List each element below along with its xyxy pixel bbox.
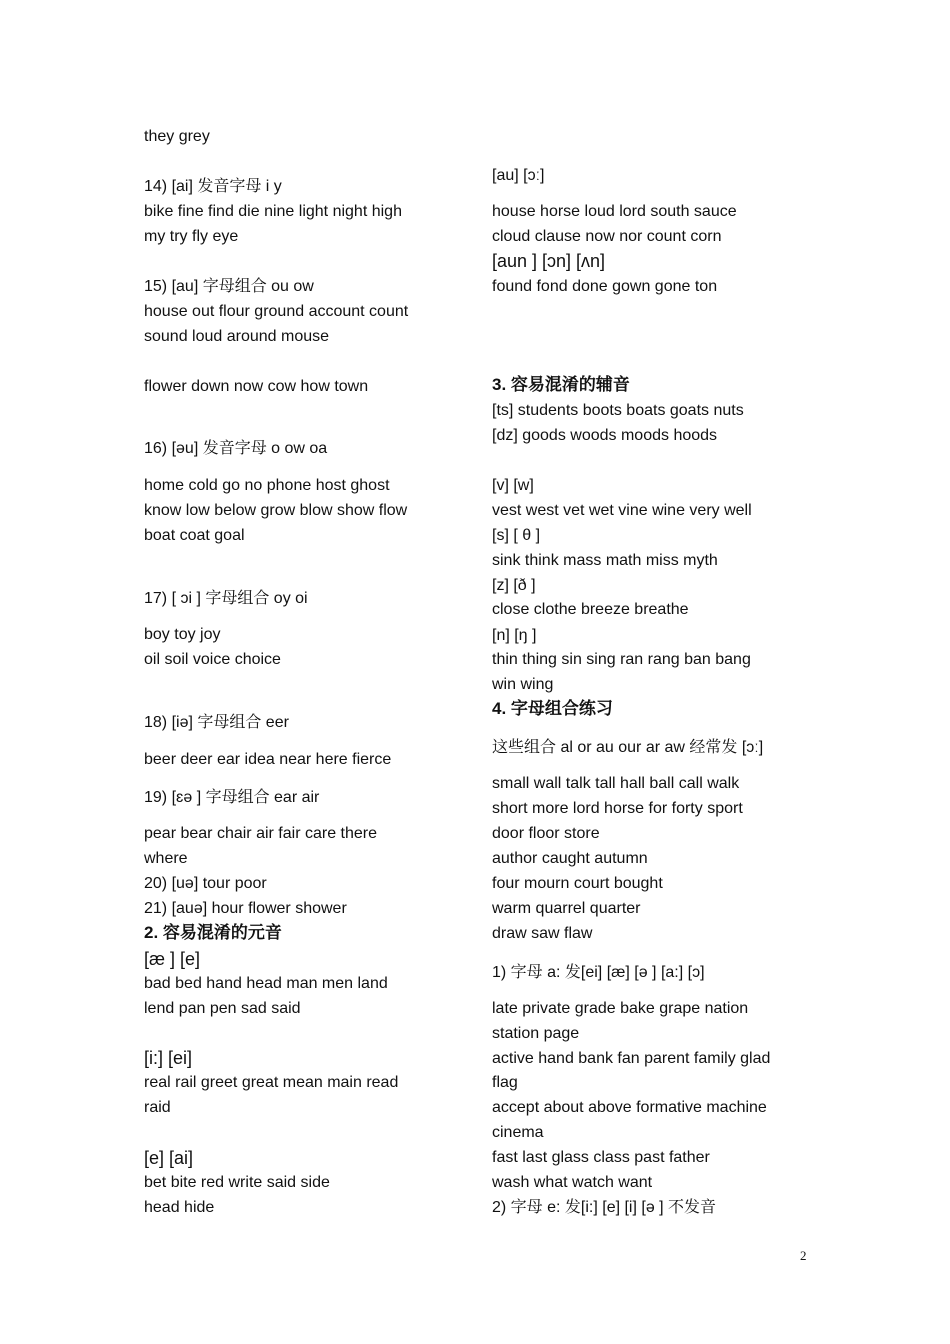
text-line: 19) [ɛə ] 字母组合 ear air bbox=[144, 789, 320, 806]
text-line: flag bbox=[492, 1074, 518, 1091]
text-line: home cold go no phone host ghost bbox=[144, 477, 390, 494]
text-line: cinema bbox=[492, 1124, 544, 1141]
text-line: active hand bank fan parent family glad bbox=[492, 1050, 771, 1067]
text-line: 2) 字母 e: 发[i:] [e] [i] [ə ] 不发音 bbox=[492, 1199, 717, 1216]
text-line: 17) [ ɔi ] 字母组合 oy oi bbox=[144, 590, 308, 607]
text-line: 18) [iə] 字母组合 eer bbox=[144, 714, 289, 731]
text-line: bike fine find die nine light night high bbox=[144, 203, 402, 220]
text-line: bet bite red write said side bbox=[144, 1174, 330, 1191]
text-line: 1) 字母 a: 发[ei] [æ] [ə ] [a:] [ɔ] bbox=[492, 964, 705, 981]
text-line: sink think mass math miss myth bbox=[492, 552, 718, 569]
text-line: 14) [ai] 发音字母 i y bbox=[144, 178, 282, 195]
text-line: fast last glass class past father bbox=[492, 1149, 710, 1166]
page-number: 2 bbox=[800, 1248, 807, 1263]
text-line: know low below grow blow show flow bbox=[144, 502, 408, 519]
text-line: [s] [ θ ] bbox=[492, 527, 541, 544]
text-line: raid bbox=[144, 1099, 171, 1116]
text-line: beer deer ear idea near here fierce bbox=[144, 751, 392, 768]
section-heading: 2. 容易混淆的元音 bbox=[144, 923, 282, 942]
text-line: win wing bbox=[492, 676, 554, 693]
section-heading: 4. 字母组合练习 bbox=[492, 699, 613, 718]
text-line: real rail greet great mean main read bbox=[144, 1074, 399, 1091]
text-line: wash what watch want bbox=[492, 1174, 653, 1191]
text-line: [i:] [ei] bbox=[144, 1048, 193, 1068]
text-line: [ts] students boots boats goats nuts bbox=[492, 402, 744, 419]
text-line: house out flour ground account count bbox=[144, 303, 409, 320]
text-line: vest west vet wet vine wine very well bbox=[492, 502, 752, 519]
text-line: house horse loud lord south sauce bbox=[492, 203, 737, 220]
text-line: [dz] goods woods moods hoods bbox=[492, 427, 718, 444]
text-line: 21) [auə] hour flower shower bbox=[144, 900, 347, 917]
text-line: [v] [w] bbox=[492, 477, 534, 494]
text-line: 16) [əu] 发音字母 o ow oa bbox=[144, 440, 328, 457]
text-line: [æ ] [e] bbox=[144, 949, 201, 969]
text-line: sound loud around mouse bbox=[144, 328, 330, 345]
text-line: [z] [ð ] bbox=[492, 577, 536, 594]
text-line: short more lord horse for forty sport bbox=[492, 800, 743, 817]
text-line: 这些组合 al or au our ar aw 经常发 [ɔː] bbox=[492, 739, 764, 756]
text-line: draw saw flaw bbox=[492, 925, 593, 942]
text-line: author caught autumn bbox=[492, 850, 648, 867]
text-line: my try fly eye bbox=[144, 228, 239, 245]
text-line: [aun ] [ɔn] [ʌn] bbox=[492, 251, 606, 271]
text-line: boy toy joy bbox=[144, 626, 221, 643]
text-line: bad bed hand head man men land bbox=[144, 975, 388, 992]
section-heading: 3. 容易混淆的辅音 bbox=[492, 375, 630, 394]
text-line: 15) [au] 字母组合 ou ow bbox=[144, 278, 314, 295]
text-line: late private grade bake grape nation bbox=[492, 1000, 749, 1017]
text-line: [au] [ɔː] bbox=[492, 167, 545, 184]
text-line: where bbox=[144, 850, 188, 867]
text-line: 20) [uə] tour poor bbox=[144, 875, 267, 892]
text-line: boat coat goal bbox=[144, 527, 245, 544]
text-line: accept about above formative machine bbox=[492, 1099, 767, 1116]
text-line: oil soil voice choice bbox=[144, 651, 281, 668]
text-line: close clothe breeze breathe bbox=[492, 601, 689, 618]
text-line: thin thing sin sing ran rang ban bang bbox=[492, 651, 751, 668]
text-line: [n] [ŋ ] bbox=[492, 627, 537, 644]
text-line: [e] [ai] bbox=[144, 1148, 194, 1168]
text-line: station page bbox=[492, 1025, 580, 1042]
text-line: lend pan pen sad said bbox=[144, 1000, 301, 1017]
text-line: they grey bbox=[144, 128, 210, 145]
text-line: door floor store bbox=[492, 825, 600, 842]
text-line: flower down now cow how town bbox=[144, 378, 369, 395]
text-line: warm quarrel quarter bbox=[492, 900, 641, 917]
text-line: pear bear chair air fair care there bbox=[144, 825, 377, 842]
text-line: found fond done gown gone ton bbox=[492, 278, 718, 295]
text-line: cloud clause now nor count corn bbox=[492, 228, 722, 245]
text-line: small wall talk tall hall ball call walk bbox=[492, 775, 740, 792]
text-line: four mourn court bought bbox=[492, 875, 663, 892]
text-line: head hide bbox=[144, 1199, 215, 1216]
